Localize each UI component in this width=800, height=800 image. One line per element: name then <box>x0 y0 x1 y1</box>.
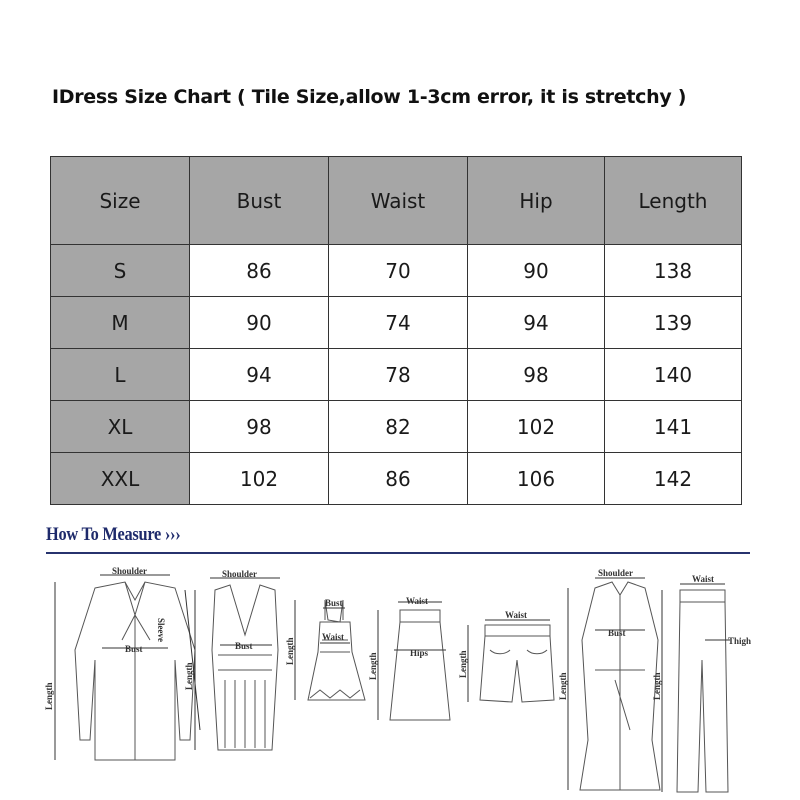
size-label: XL <box>51 401 190 453</box>
length-label: Length <box>44 682 54 710</box>
waist-value: 74 <box>329 297 468 349</box>
size-label: S <box>51 245 190 297</box>
table-row <box>51 297 742 349</box>
bust-value: 90 <box>190 297 329 349</box>
length-label: Length <box>652 672 662 700</box>
skirt-figure <box>368 596 450 720</box>
header-length: Length <box>605 157 742 245</box>
hip-value: 102 <box>468 401 605 453</box>
waist-label: Waist <box>692 574 715 584</box>
sleeve-label: Sleeve <box>156 618 166 642</box>
length-value: 138 <box>605 245 742 297</box>
length-label: Length <box>558 672 568 700</box>
trousers-figure <box>652 574 751 792</box>
size-chart-table <box>50 156 742 505</box>
header-waist: Waist <box>329 157 468 245</box>
blouse-figure <box>44 566 200 760</box>
bust-value: 102 <box>190 453 329 505</box>
tank-top-figure <box>184 569 280 750</box>
waist-label: Waist <box>505 610 528 620</box>
size-label: M <box>51 297 190 349</box>
thigh-label: Thigh <box>728 636 752 646</box>
waist-value: 82 <box>329 401 468 453</box>
length-value: 140 <box>605 349 742 401</box>
header-bust: Bust <box>190 157 329 245</box>
bust-value: 98 <box>190 401 329 453</box>
bust-label: Bust <box>325 598 343 608</box>
length-value: 139 <box>605 297 742 349</box>
hip-value: 98 <box>468 349 605 401</box>
bust-label: Bust <box>235 641 253 651</box>
bust-label: Bust <box>608 628 626 638</box>
bust-value: 94 <box>190 349 329 401</box>
waist-label: Waist <box>406 596 429 606</box>
sundress-figure <box>285 598 365 700</box>
length-value: 141 <box>605 401 742 453</box>
length-label: Length <box>184 662 194 690</box>
size-chart-title: IDress Size Chart ( Tile Size,allow 1-3cm error, it is stretchy ) <box>52 86 687 108</box>
shorts-figure <box>458 610 554 702</box>
bust-label: Bust <box>125 644 143 654</box>
waist-value: 78 <box>329 349 468 401</box>
table-row <box>51 401 742 453</box>
how-to-measure-title: How To Measure ››› <box>46 524 181 545</box>
size-label: L <box>51 349 190 401</box>
table-row <box>51 349 742 401</box>
coat-figure <box>558 568 660 790</box>
table-row <box>51 245 742 297</box>
table-row <box>51 453 742 505</box>
size-label: XXL <box>51 453 190 505</box>
shoulder-label: Shoulder <box>598 568 634 578</box>
length-label: Length <box>368 652 378 680</box>
header-hip: Hip <box>468 157 605 245</box>
hip-value: 94 <box>468 297 605 349</box>
section-divider <box>46 552 750 554</box>
measure-illustrations <box>40 560 760 800</box>
waist-value: 86 <box>329 453 468 505</box>
table-header-row <box>51 157 742 245</box>
length-label: Length <box>458 650 468 678</box>
hip-value: 106 <box>468 453 605 505</box>
waist-label: Waist <box>322 632 345 642</box>
shoulder-label: Shoulder <box>222 569 258 579</box>
hip-value: 90 <box>468 245 605 297</box>
waist-value: 70 <box>329 245 468 297</box>
header-size: Size <box>51 157 190 245</box>
hips-label: Hips <box>410 648 429 658</box>
length-label: Length <box>285 637 295 665</box>
length-value: 142 <box>605 453 742 505</box>
shoulder-label: Shoulder <box>112 566 148 576</box>
measurement-diagram <box>40 560 760 800</box>
bust-value: 86 <box>190 245 329 297</box>
